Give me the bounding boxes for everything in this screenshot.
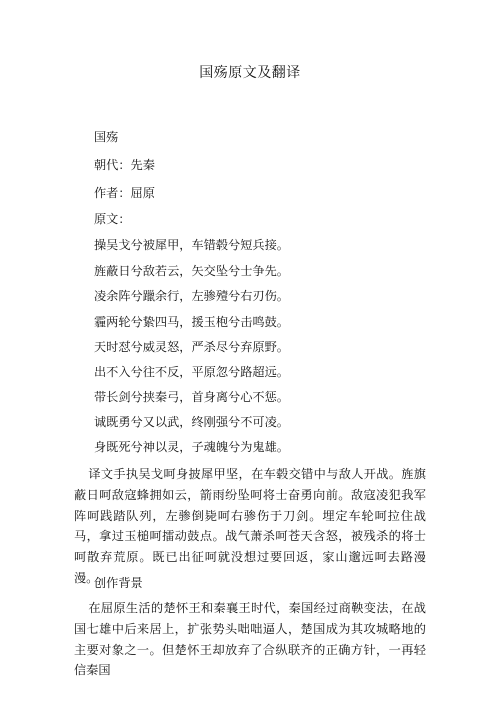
poem-line: 天时怼兮威灵怒，严杀尽兮弃原野。 (94, 340, 289, 354)
original-label: 原文： (94, 212, 131, 226)
poem-line: 霾两轮兮絷四马，援玉枹兮击鸣鼓。 (94, 315, 289, 329)
translation-text: 译文手执吴戈呵身披犀甲坚，在车毂交错中与敌人开战。旌旗蔽日呵敌寇蜂拥如云，箭雨纷坠呵将士奋勇向前。敌寇凌犯我军阵呵践踏队列，左骖倒毙呵右骖伤于刀剑。埋定车轮呵拉住战马，拿过玉槌呵擂动鼓点。战气萧杀呵苍天含怒，被残杀的将士呵散弃荒原。既已出征呵就没想过要回返，家山邈远呵去路漫漫。 (74, 467, 426, 585)
poem-line: 凌余阵兮躐余行，左骖殪兮右刃伤。 (94, 289, 289, 303)
author-line: 作者：屈原 (94, 186, 155, 200)
poem-line: 旌蔽日兮敌若云，矢交坠兮士争先。 (94, 264, 289, 278)
background-text: 在屈原生活的楚怀王和秦襄王时代，秦国经过商鞅变法，在战国七雄中后来居上，扩张势头咄咄逼人，楚国成为其攻城略地的主要对象之一。但楚怀王却放弃了合纵联齐的正确方针，一再轻信秦国 (74, 601, 426, 678)
translation-paragraph (74, 464, 426, 589)
document-title: 国殇原文及翻译 (199, 65, 301, 81)
poem-line: 出不入兮往不反，平原忽兮路超远。 (94, 365, 289, 379)
poem-title: 国殇 (94, 130, 119, 144)
poem-line: 身既死兮神以灵，子魂魄兮为鬼雄。 (94, 440, 289, 454)
poem-line: 诚既勇兮又以武，终刚强兮不可凌。 (94, 415, 289, 429)
poem-line: 带长剑兮挟秦弓，首身离兮心不惩。 (94, 390, 289, 404)
dynasty-line: 朝代：先秦 (94, 158, 155, 172)
background-heading: 创作背景 (94, 576, 143, 590)
poem-line: 操吴戈兮被犀甲，车错毂兮短兵接。 (94, 238, 289, 252)
background-paragraph (74, 598, 426, 681)
